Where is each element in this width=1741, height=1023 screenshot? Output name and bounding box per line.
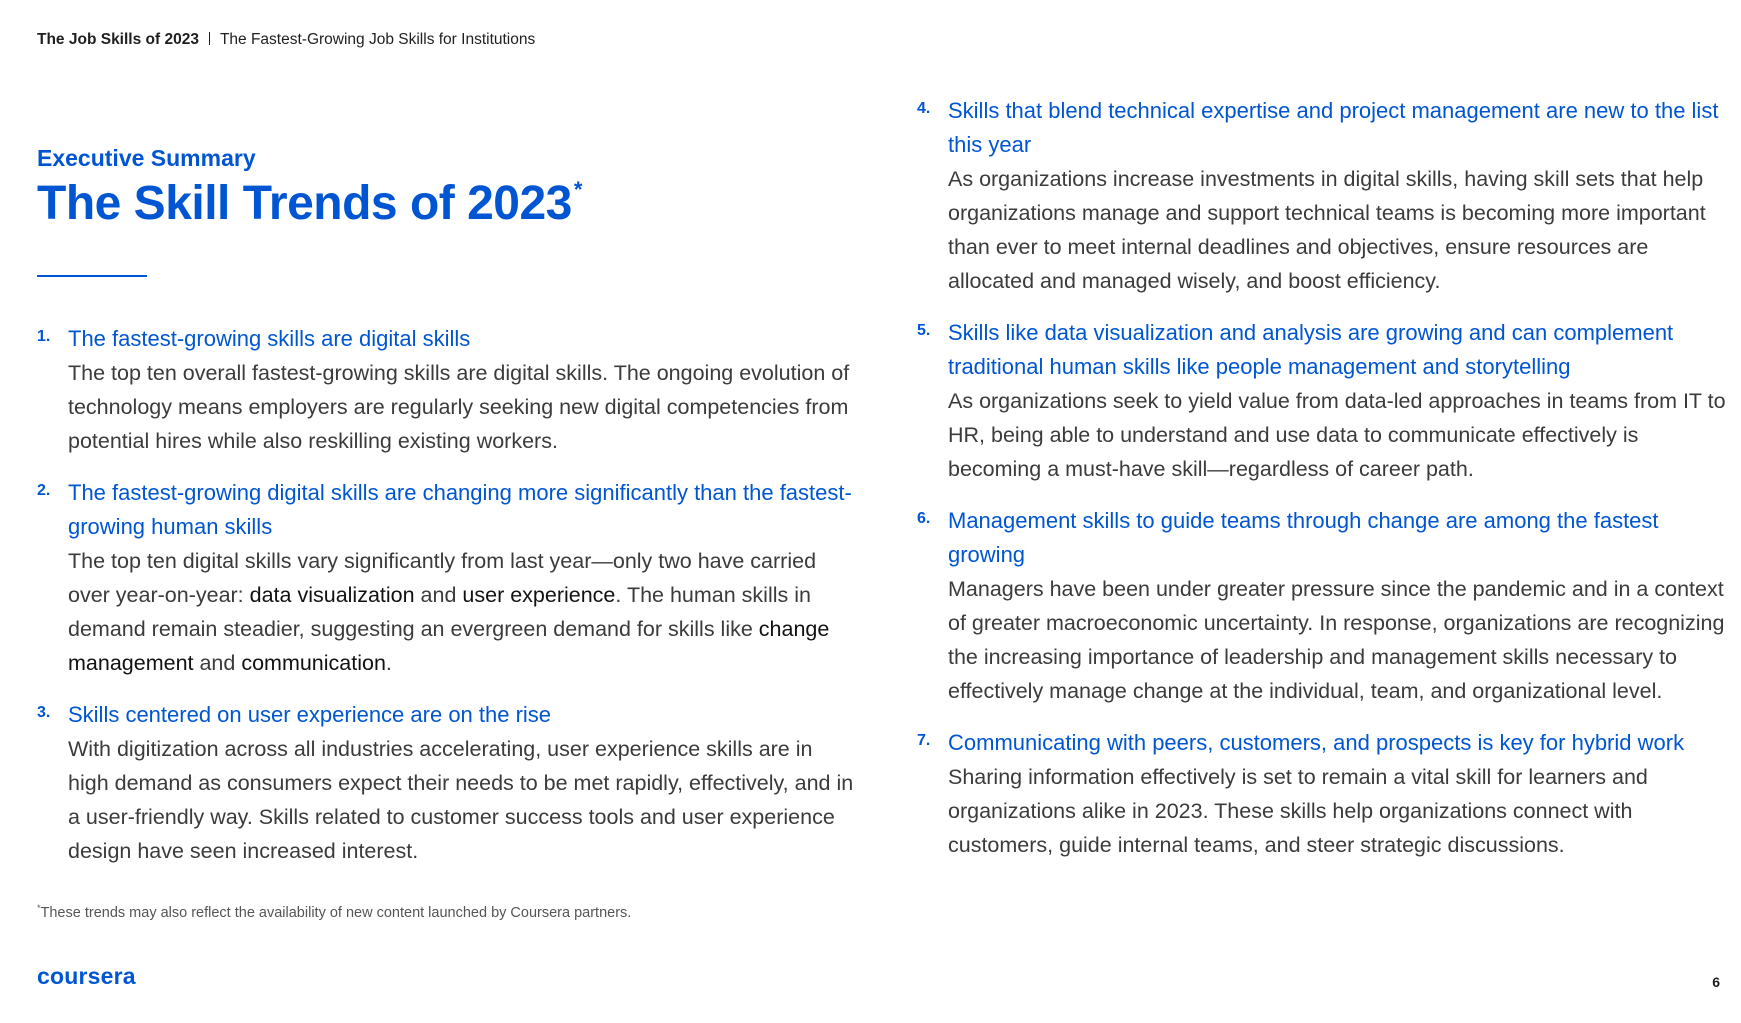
trend-number: 6.	[917, 510, 931, 527]
trend-text: As organizations increase investments in digital skills, having skill sets that help organizations manage and support technical teams is becoming more important than ever to meet internal deadlines and objectives, ensure resources are allocated and managed wisely, and boost efficiency.	[948, 167, 1706, 293]
trend-item-6	[917, 504, 1727, 708]
page-title-text: The Skill Trends of 2023	[37, 177, 572, 230]
document-title: The Job Skills of 2023	[37, 31, 199, 48]
running-header	[37, 31, 535, 49]
trend-item-5	[917, 316, 1727, 486]
page-title	[37, 176, 582, 231]
footnote	[37, 903, 631, 921]
footnote-text: These trends may also reflect the availability of new content launched by Coursera partners.	[40, 904, 632, 921]
trend-text: The top ten digital skills vary significantly from last year—only two have carried over year-on-year:	[68, 549, 817, 607]
page-number: 6	[1712, 974, 1720, 990]
trend-text: .	[385, 651, 392, 675]
trend-text: and	[414, 583, 463, 607]
right-column	[917, 94, 1727, 880]
trend-heading: Skills centered on user experience are on the rise	[68, 702, 552, 727]
trend-text: and	[193, 651, 242, 675]
trend-item-2	[37, 476, 857, 680]
trend-heading: Communicating with peers, customers, and prospects is key for hybrid work	[948, 730, 1685, 755]
trend-heading: Management skills to guide teams through change are among the fastest growing	[948, 508, 1659, 567]
skill-highlight: change management	[68, 617, 830, 675]
section-kicker: Executive Summary	[37, 145, 256, 171]
skill-highlight: communication	[241, 651, 386, 675]
trend-body	[68, 732, 857, 868]
trend-body	[948, 162, 1727, 298]
trend-number: 2.	[37, 482, 51, 499]
trend-number: 3.	[37, 704, 51, 721]
trend-body	[948, 572, 1727, 708]
trend-text: The top ten overall fastest-growing skills are digital skills. The ongoing evolution of technology means employers are regularly seeking new digital competencies from potential hires while also reskilling existing workers.	[68, 361, 850, 453]
header-divider	[209, 32, 210, 45]
coursera-logo: coursera	[37, 963, 136, 989]
trend-text: With digitization across all industries accelerating, user experience skills are in high demand as consumers expect their needs to be met rapidly, effectively, and in a user-friendly way. Skills related to customer success tools and user experience design have seen increased interest.	[68, 737, 854, 863]
trend-number: 4.	[917, 100, 931, 117]
footnote-marker: *	[37, 903, 41, 913]
trend-text: Managers have been under greater pressure since the pandemic and in a context of greater macroeconomic uncertainty. In response, organizations are recognizing the increasing importance of leadership and management skills necessary to effectively manage change at the individual, team, and organizational level.	[948, 577, 1725, 703]
skill-highlight: data visualization	[249, 583, 415, 607]
skill-highlight: user experience	[462, 583, 616, 607]
trend-number: 1.	[37, 328, 51, 345]
trend-body	[68, 356, 857, 458]
trend-item-7	[917, 726, 1727, 862]
footnote-marker: *	[573, 177, 582, 202]
title-underline	[37, 275, 147, 277]
left-column	[37, 322, 857, 886]
trend-heading: The fastest-growing digital skills are changing more significantly than the fastest-growing human skills	[68, 480, 852, 539]
trend-body	[68, 544, 857, 680]
trend-item-3	[37, 698, 857, 868]
trend-heading: Skills like data visualization and analysis are growing and can complement traditional human skills like people management and storytelling	[948, 320, 1674, 379]
trend-number: 7.	[917, 732, 931, 749]
trend-text: As organizations seek to yield value from data-led approaches in teams from IT to HR, being able to understand and use data to communicate effectively is becoming a must-have skill—regardless of career path.	[948, 389, 1726, 481]
trend-body	[948, 760, 1727, 862]
trend-item-1	[37, 322, 857, 458]
trend-number: 5.	[917, 322, 931, 339]
trend-heading: Skills that blend technical expertise and project management are new to the list this year	[948, 98, 1719, 157]
trend-heading: The fastest-growing skills are digital skills	[68, 326, 471, 351]
trend-body	[948, 384, 1727, 486]
section-title: The Fastest-Growing Job Skills for Institutions	[219, 31, 536, 48]
trend-item-4	[917, 94, 1727, 298]
trend-text: . The human skills in demand remain steadier, suggesting an evergreen demand for skills like	[68, 583, 811, 641]
trend-text: Sharing information effectively is set to remain a vital skill for learners and organizations alike in 2023. These skills help organizations connect with customers, guide internal teams, and steer strategic discussions.	[948, 765, 1648, 857]
